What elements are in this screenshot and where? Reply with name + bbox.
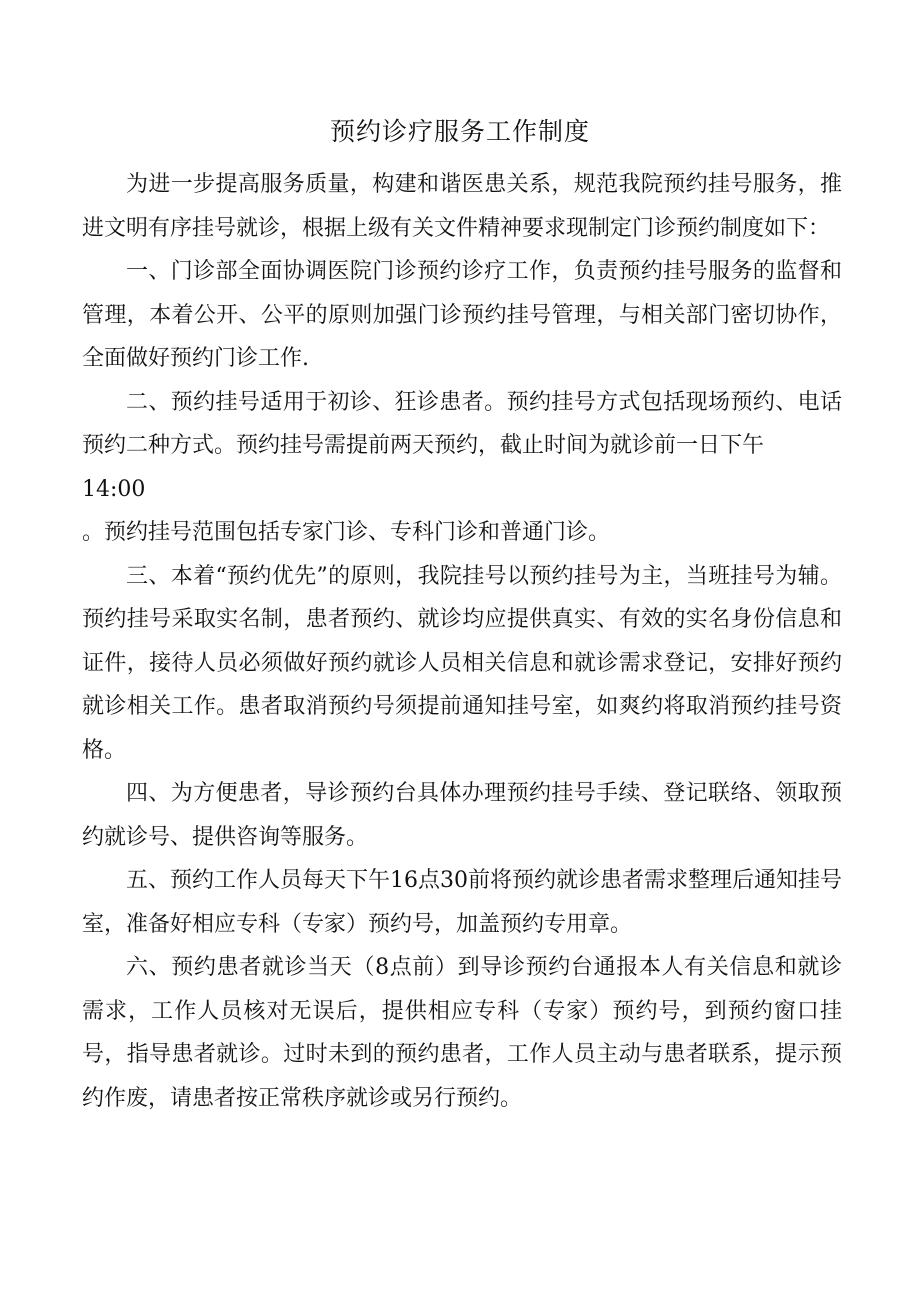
document-body — [82, 163, 842, 1120]
article-1-paragraph: 一、门诊部全面协调医院门诊预约诊疗工作，负责预约挂号服务的监督和管理，本着公开、公平的原则加强门诊预约挂号管理，与相关部门密切协作，全面做好预约门诊工作. — [82, 259, 842, 371]
article-3-paragraph: 三、本着“预约优先”的原则，我院挂号以预约挂号为主，当班挂号为辅。预约挂号采取实名制，患者预约、就诊均应提供真实、有效的实名身份信息和证件，接待人员必须做好预约就诊人员相关信息和就诊需求登记，安排好预约就诊相关工作。患者取消预约号须提前通知挂号室，如爽约将取消预约挂号资格。 — [82, 563, 842, 763]
article-2-paragraph: 二、预约挂号适用于初诊、狂诊患者。预约挂号方式包括现场预约、电话预约二种方式。预约挂号需提前两天预约，截止时间为就诊前一日下午 — [82, 389, 842, 458]
article-2-time-line: 14:00 — [82, 476, 146, 502]
article-6-paragraph: 六、预约患者就诊当天（8点前）到导诊预约台通报本人有关信息和就诊需求，工作人员核对无误后，提供相应专科（专家）预约号，到预约窗口挂号，指导患者就诊。过时未到的预约患者，工作人员主动与患者联系，提示预约作废，请患者按正常秩序就诊或另行预约。 — [82, 955, 842, 1111]
document-title: 预约诊疗服务工作制度 — [329, 117, 590, 146]
article-4-paragraph: 四、为方便患者，导诊预约台具体办理预约挂号手续、登记联络、领取预约就诊号、提供咨询等服务。 — [82, 781, 842, 850]
intro-paragraph: 为进一步提高服务质量，构建和谐医患关系，规范我院预约挂号服务，推进文明有序挂号就诊，根据上级有关文件精神要求现制定门诊预约制度如下： — [82, 172, 842, 241]
article-2-scope-line: 。预约挂号范围包括专家门诊、专科门诊和普通门诊。 — [82, 520, 611, 545]
article-5-paragraph: 五、预约工作人员每天下午16点30前将预约就诊患者需求整理后通知挂号室，准备好相应专科（专家）预约号，加盖预约专用章。 — [82, 868, 842, 937]
